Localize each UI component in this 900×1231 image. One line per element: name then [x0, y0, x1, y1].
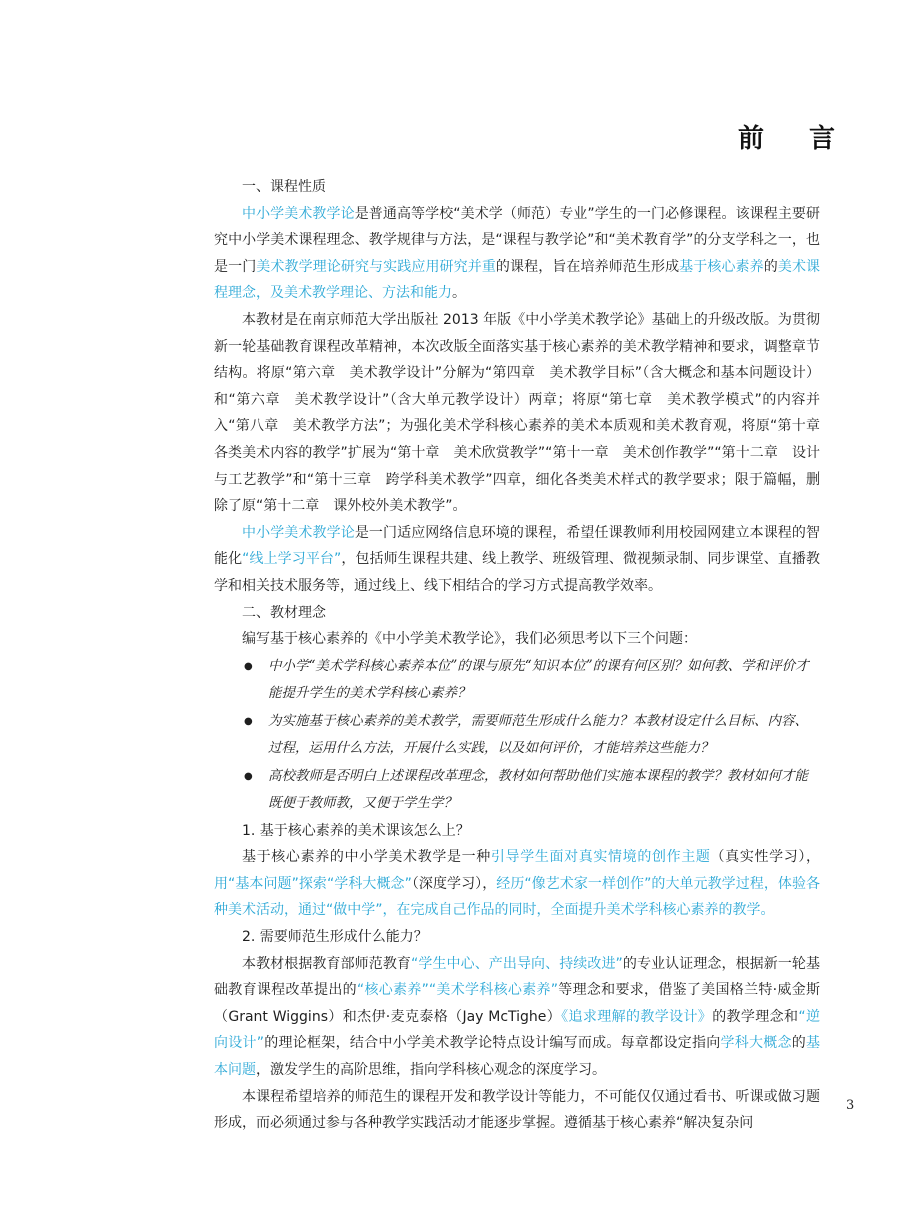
highlighted-text: 美术教学理论研究与实践应用研究并重: [256, 258, 496, 275]
highlighted-text: 《追求理解的教学设计》: [561, 1008, 713, 1025]
text-run: ，包括师生课程共建、线上教学、班级管理、微视频录制、同步课堂、直播教学和相关技术服务等，通过线上、线下相结合的学习方式提高教学效率。: [214, 551, 821, 594]
text-run: 编写基于核心素养的《中小学美术教学论》，我们必须思考以下三个问题：: [242, 631, 697, 648]
text-run: 是普通高等学校“美术学（师范）专业”学生的一门必修课程。该课程主要研究中小学美术课程理念、教学规律与方法，是“课程与教学论”和“美术教育学”的分支学科之一，也是一门: [214, 205, 820, 275]
highlighted-text: 基本问题: [214, 1035, 821, 1079]
page-number: 3: [846, 1098, 855, 1113]
text-run: 本课程希望培养的师范生的课程开发和教学设计等能力，不可能仅仅通过看书、听课或做习题形成，而必须通过参与各种教学实践活动才能逐步掌握。遵循基于核心素养“解决复杂问: [214, 1088, 820, 1132]
paragraph: [214, 1084, 820, 1137]
highlighted-text: “线上学习平台”: [242, 551, 342, 568]
list-item: ● 为实施基于核心素养的美术教学，需要师范生形成什么能力？本教材设定什么目标、内容、过程，运用什么方法，开展什么实践，以及如何评价，才能培养这些能力？: [214, 708, 820, 763]
text-run: 是一门适应网络信息环境的课程，希望任课教师利用校园网建立本课程的智能化: [214, 524, 821, 568]
page-title: 前 言: [738, 124, 854, 154]
text-run: ，激发学生的高阶思维，指向学科核心观念的深度学习。: [256, 1062, 606, 1079]
highlighted-text: “逆向设计”: [214, 1008, 821, 1052]
body-text: [214, 174, 834, 1137]
section-heading-textbook-concept: 二、教材理念: [242, 604, 326, 621]
text-run: 本教材是在南京师范大学出版社 2013 年版《中小学美术教学论》基础上的升级改版。为贯彻新一轮基础教育课程改革精神，本次改版全面落实基于核心素养的美术教学精神和要求，调整章节结构。将原“第六章 美术教学设计”分解为“第四章 美术教学目标”（含大概念和基本问题设计）和“第六章 美术教学设计”（含大单元教学设计）两章；将原“第七章 美术教学模式”的内容并入“第八章 美术教学方法”；为强化美术学科核心素养的美术本质观和美术教育观，将原“第十章 各类美术内容的教学”扩展为“第十章 美术欣赏教学”“第十一章 美术创作教学”“第十二章 设计与工艺教学”和“第十三章 跨学科美术教学”四章，细化各类美术样式的教学要求；限于篇幅，删除了原“第十二章 课外校外美术教学”。: [214, 311, 834, 515]
highlighted-text: 学科大概念: [720, 1035, 792, 1052]
paragraph: [214, 307, 834, 520]
text-run: （深度学习），: [411, 875, 497, 892]
question-list: [214, 653, 820, 818]
section-heading-course-nature: 一、课程性质: [242, 179, 326, 195]
highlighted-text: 基于核心素养: [679, 258, 764, 275]
list-item: ● 中小学“美术学科核心素养本位”的课与原先“知识本位”的课有何区别？如何教、学和评价才能提升学生的美术学科核心素养？: [214, 653, 820, 708]
highlighted-text: “学生中心、产出导向、持续改进”: [411, 955, 623, 972]
text-run: 等理念和要求，借鉴了美国格兰特·威金斯（Grant Wiggins）和杰伊·麦克泰格（Jay McTighe）: [214, 982, 821, 1025]
highlighted-text: 用“基本问题”探索“学科大概念”: [214, 875, 412, 892]
highlighted-text: 引导学生面对真实情境的创作主题: [490, 849, 711, 866]
text-run: 的理论框架，结合中小学美术教学论特点设计编写而成。每章都设定指向: [264, 1035, 721, 1052]
paragraph: [214, 626, 820, 653]
paragraph: [214, 951, 820, 1084]
text-run: 基于核心素养的中小学美术教学是一种: [242, 849, 491, 866]
paragraph: [214, 201, 820, 307]
text-run: 的: [791, 1035, 807, 1052]
paragraph: [214, 520, 820, 600]
list-item: ● 高校教师是否明白上述课程改革理念，教材如何帮助他们实施本课程的教学？教材如何才能既便于教师教，又便于学生学？: [214, 763, 820, 818]
text-run: 本教材根据教育部师范教育: [242, 955, 412, 972]
paragraph: [214, 844, 820, 924]
question-heading-2: 2. 需要师范生形成什么能力？: [242, 929, 428, 946]
highlighted-text: “核心素养”“美术学科核心素养”: [356, 982, 559, 999]
highlighted-text: 美术课程理念，及美术教学理论、方法和能力: [214, 258, 821, 302]
question-heading-1: 1. 基于核心素养的美术课该怎么上？: [242, 822, 470, 839]
text-run: 的课程，旨在培养师范生形成: [495, 258, 680, 275]
text-run: 。: [452, 285, 466, 302]
highlighted-text: 经历“像艺术家一样创作”的大单元教学过程，体验各种美术活动，通过“做中学”，在完成自己作品的同时，全面提升美术学科核心素养的教学。: [214, 875, 821, 919]
text-run: 的: [763, 258, 778, 275]
highlighted-text: 中小学美术教学论: [242, 524, 355, 541]
text-run: 的专业认证理念，根据新一轮基础教育课程改革提出的: [214, 955, 821, 999]
text-run: 的教学理念和: [712, 1008, 799, 1025]
text-run: （真实性学习），: [710, 849, 821, 866]
highlighted-text: 中小学美术教学论: [242, 205, 355, 222]
